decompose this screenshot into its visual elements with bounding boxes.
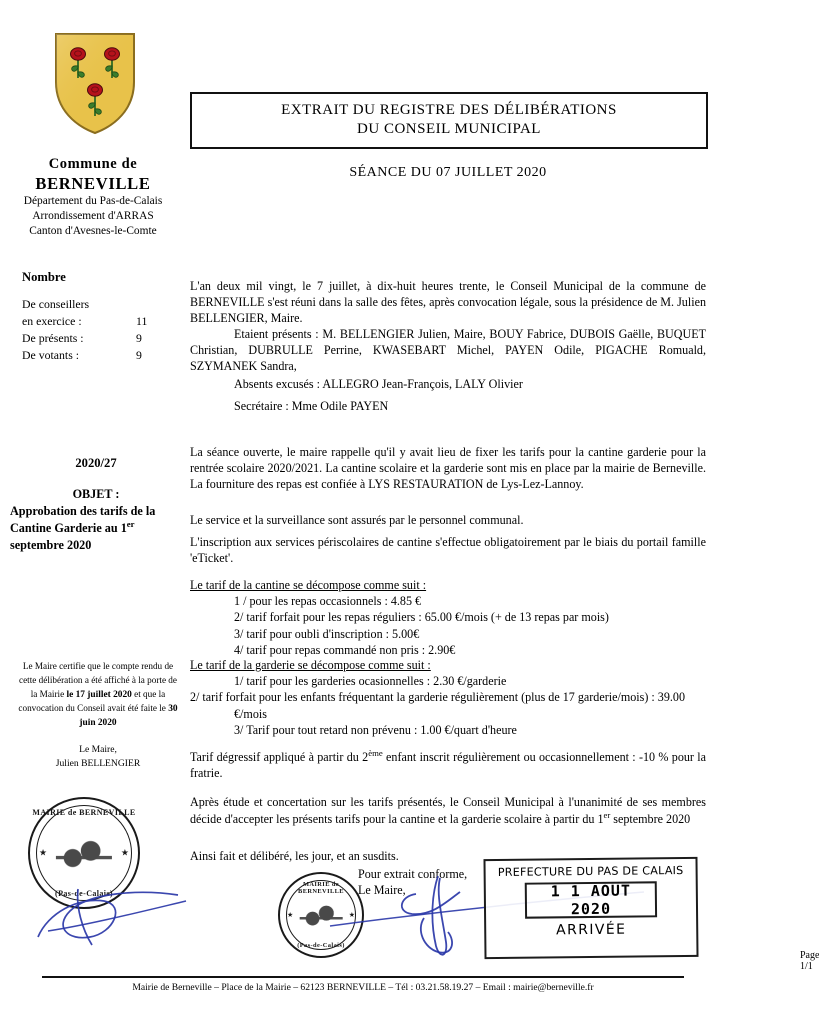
tarifs-garderie-list — [190, 673, 706, 738]
commune-canton: Canton d'Avesnes-le-Comte — [29, 224, 157, 237]
footer-contact: Mairie de Berneville – Place de la Mairie – 62123 BERNEVILLE – Tél : 03.21.58.19.27 – Email : mairie@berneville.fr — [132, 982, 594, 993]
star-icon: ★ — [348, 911, 355, 919]
shield-icon — [52, 30, 138, 136]
prefecture-date-box — [525, 881, 657, 918]
tarif-item: 1/ tarif pour les garderies ocasionnelles : 2.30 €/garderie — [234, 674, 507, 688]
page-number: Page 1/1 — [800, 950, 819, 972]
tarif-item: 3/ Tarif pour tout retard non prévenu : 1.00 €/quart d'heure — [234, 722, 517, 737]
pour-extrait-block — [358, 866, 467, 899]
prefecture-status: ARRIVÉE — [556, 921, 627, 939]
nombre-row — [22, 313, 182, 330]
commune-name: BERNEVILLE — [35, 173, 151, 193]
objet-text: Approbation des tarifs de la Cantine Garderie au 1er septembre 2020 — [10, 504, 156, 552]
stamp-emblem-icon — [300, 897, 343, 933]
certification-maire-name: Julien BELLENGIER — [55, 757, 141, 769]
commune-arrondissement: Arrondissement d'ARRAS — [32, 209, 154, 222]
nombre-row-value: 9 — [136, 347, 142, 362]
paragraph-inscription: L'inscription aux services périscolaires de cantine s'effectue obligatoirement par le biais du portail famille 'eTicket'. — [190, 535, 706, 566]
tarifs-garderie-heading: Le tarif de la garderie se décompose comme suit : — [190, 658, 431, 672]
certification-block — [16, 660, 180, 771]
star-icon: ★ — [39, 847, 48, 858]
nombre-row — [22, 330, 182, 347]
pour-extrait-label: Pour extrait conforme, — [358, 867, 468, 881]
document-title-line2: DU CONSEIL MUNICIPAL — [357, 121, 541, 138]
deliberation-number: 2020/27 — [75, 456, 117, 470]
certification-text-part2: et que la convocation du Conseil avait été faite le — [18, 688, 169, 713]
nombre-row-value: 11 — [136, 313, 148, 328]
star-icon: ★ — [287, 911, 294, 919]
nombre-block — [22, 270, 182, 364]
nombre-row-value: 9 — [136, 330, 142, 345]
tarif-item: 1 / pour les repas occasionnels : 4.85 € — [234, 594, 422, 608]
commune-heading — [0, 156, 186, 239]
prefecture-date: 1 1 AOUT 2020 — [550, 881, 632, 919]
stamp-emblem-icon — [56, 829, 112, 877]
tarifs-cantine-list — [190, 593, 706, 658]
le-maire-label: Le Maire, — [358, 883, 406, 898]
document-title-line1: EXTRAIT DU REGISTRE DES DÉLIBÉRATIONS — [281, 102, 617, 118]
paragraph-absents: Absents excusés : ALLEGRO Jean-François, LALY Olivier — [234, 377, 523, 391]
stamp-top-text: MAIRIE de BERNEVILLE — [298, 881, 344, 895]
nombre-row-label: De votants : — [22, 347, 80, 362]
nombre-row-label: De conseillers — [22, 297, 90, 311]
paragraph-apres-etude: Après étude et concertation sur les tarifs présentés, le Conseil Municipal à l'unanimité de ses membres décide d'accepter les présents tarifs pour la cantine et la garderie scolaire à partir du 1er septembre 2020 — [190, 795, 706, 827]
tarif-item: 2/ tarif forfait pour les repas réguliers : 65.00 €/mois (+ de 13 repas par mois) — [234, 610, 609, 625]
certification-text-part1: Le Maire certifie que le compte rendu de cette délibération a été affiché à la porte de la Mairie — [19, 661, 177, 699]
star-icon: ★ — [120, 847, 129, 858]
coat-of-arms — [52, 30, 138, 136]
tarif-item: 2/ tarif forfait pour les enfants fréquentant la garderie régulièrement (plus de 17 garderie/mois) : 39.00 €/mois — [190, 690, 685, 721]
certification-signature — [16, 743, 180, 771]
footer-divider — [42, 976, 684, 978]
certification-maire-label: Le Maire, — [79, 743, 117, 755]
tarif-item: 3/ tarif pour oubli d'inscription : 5.00€ — [234, 626, 420, 641]
stamp-bottom-text: (Pas-de-Calais) — [297, 942, 345, 949]
paragraph-presents: Etaient présents : M. BELLENGIER Julien, Maire, BOUY Fabrice, DUBOIS Gaëlle, BUQUET Christian, DUBRULLE Perrine, KWASEBART Michel, PAYEN Odile, PIGACHE Romuald, SZYMANEK Sandra, — [190, 327, 706, 374]
paragraph-ainsi-fait: Ainsi fait et délibéré, les jour, et an susdits. — [190, 849, 399, 863]
tarifs-cantine-heading: Le tarif de la cantine se décompose comme suit : — [190, 578, 427, 592]
paragraph-degressif: Tarif dégressif appliqué à partir du 2ème enfant inscrit régulièrement ou occasionnellement : -10 % pour la fratrie. — [190, 748, 707, 781]
paragraph-opening: L'an deux mil vingt, le 7 juillet, à dix-huit heures trente, le Conseil Municipal de la commune de BERNEVILLE s'est réuni dans la salle des fêtes, après convocation légale, sous la présidence de M. Julien BELLENGIER, Maire. — [190, 279, 706, 326]
tarif-item: 4/ tarif pour repas commandé non pris : 2.90€ — [234, 642, 456, 657]
nombre-row — [22, 347, 182, 364]
nombre-row-label: en exercice : — [22, 313, 82, 328]
certification-date-affichage: le 17 juillet 2020 — [66, 689, 132, 700]
paragraph-seance-ouverte: La séance ouverte, le maire rappelle qu'il y avait lieu de fixer les tarifs pour la cantine garderie pour la rentrée scolaire 2020/2021. La cantine scolaire et la garderie sont mis en place par la mairie de Berneville. La fourniture des repas est confiée à LYS RESTAURATION de Lys-Lez-Lannoy. — [190, 445, 706, 492]
objet-block — [6, 456, 186, 553]
nombre-row-label: De présents : — [22, 330, 84, 345]
paragraph-service: Le service et la surveillance sont assurés par le personnel communal. — [190, 513, 524, 527]
document-title-box — [190, 92, 708, 149]
objet-label: OBJET : — [72, 487, 120, 501]
mairie-round-stamp — [28, 797, 140, 909]
stamp-top-text: MAIRIE de BERNEVILLE — [32, 808, 136, 817]
left-sidebar — [0, 0, 186, 1024]
commune-label: Commune de — [48, 156, 138, 172]
certification-date-convocation: 30 juin 2020 — [79, 703, 178, 728]
prefecture-arrival-stamp — [483, 857, 698, 959]
prefecture-title: PREFECTURE DU PAS DE CALAIS — [497, 864, 684, 879]
nombre-title: Nombre — [22, 270, 66, 284]
commune-departement: Département du Pas-de-Calais — [23, 194, 163, 207]
mairie-round-stamp-center — [278, 872, 364, 958]
paragraph-secretaire: Secrétaire : Mme Odile PAYEN — [234, 399, 389, 413]
seance-heading: SÉANCE DU 07 JUILLET 2020 — [349, 165, 547, 180]
stamp-bottom-text: (Pas-de-Calais) — [55, 889, 113, 898]
